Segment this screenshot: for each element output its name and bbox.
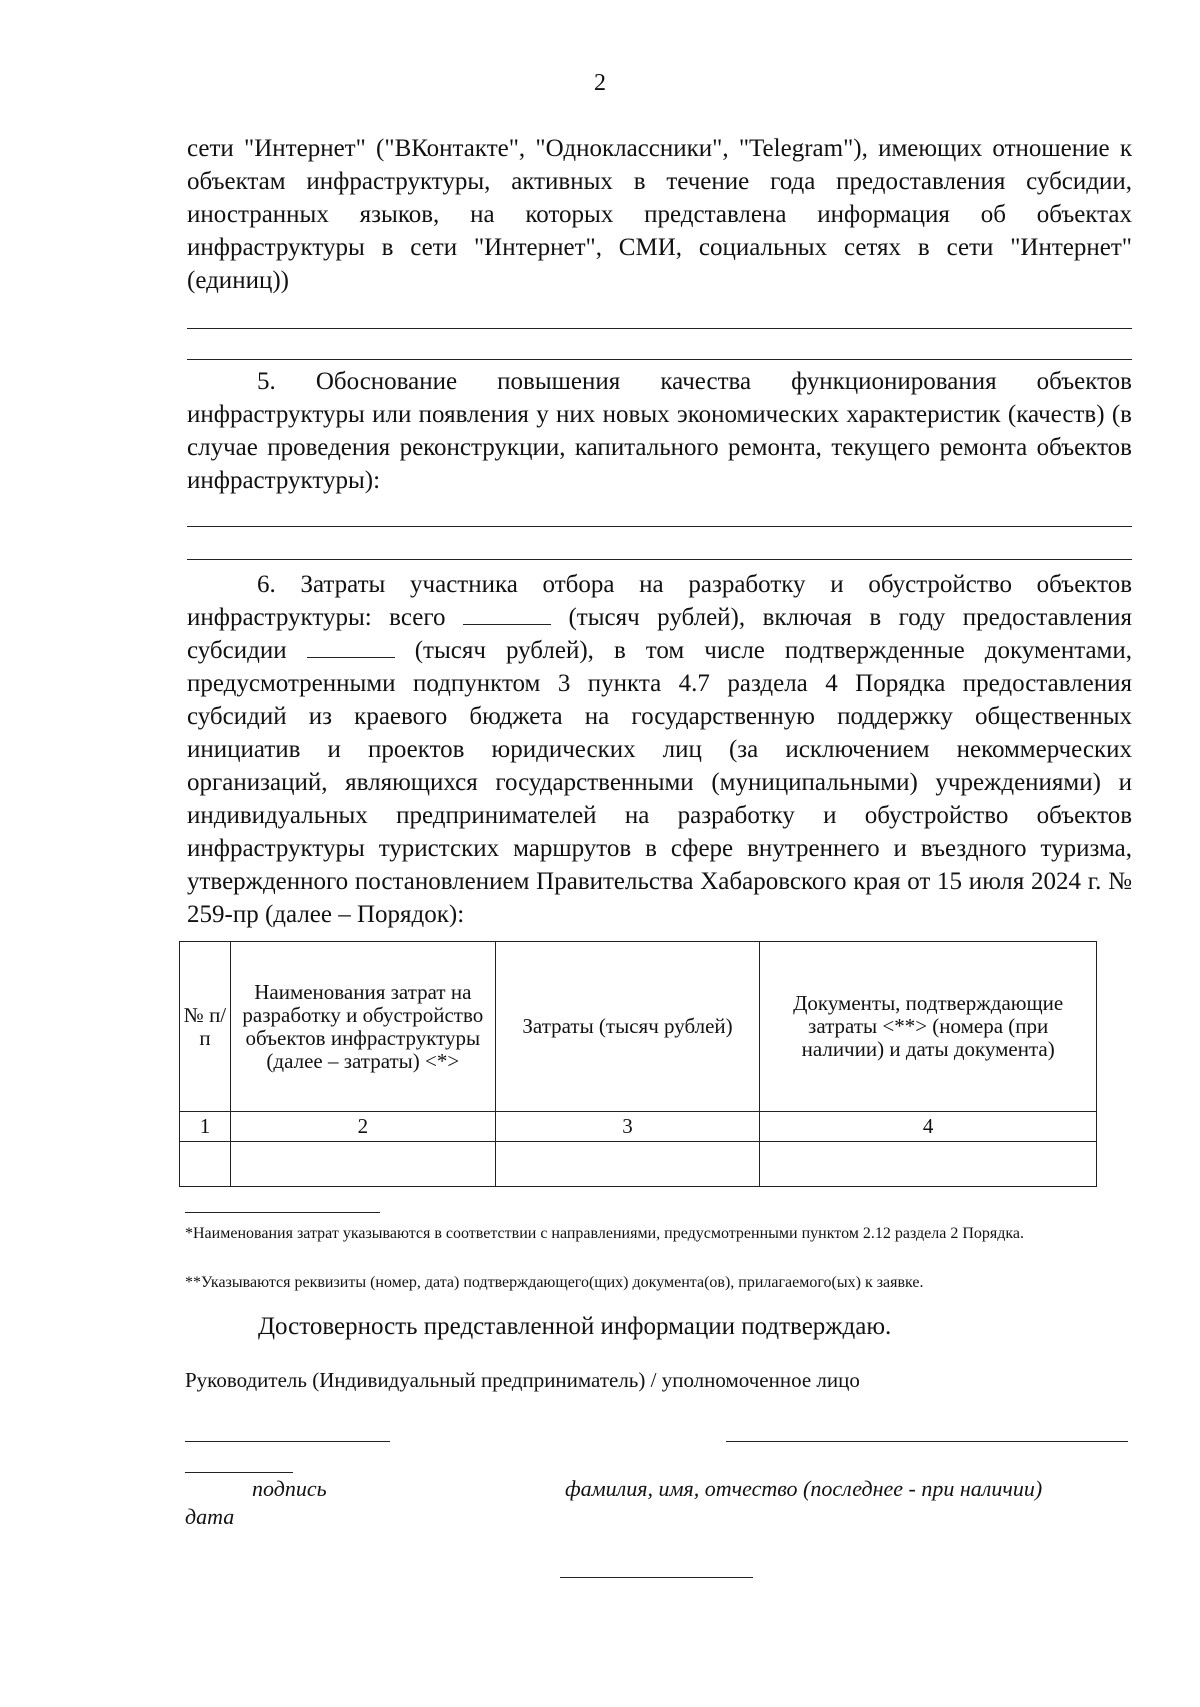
section-6-part-3: (тысяч рублей), в том числе подтвержденные документами, предусмотренными подпунктом 3 пункта 4.7 раздела 4 Порядка предоставления субсидий из краевого бюджета на государственную поддержку общественных инициатив и проектов юридических лиц (за исключением некоммерческих организаций, являющихся государственными (муниципальными) учреждениями) и индивидуальных предпринимателей на разработку и обустройство объектов инфраструктуры туристских маршрутов в сфере внутреннего и въездного туризма, утвержденного постановлением Правительства Хабаровского края от 15 июля 2024 г. № 259-пр (далее – Порядок): [187, 637, 1133, 928]
table-row [180, 1142, 1097, 1187]
signature-line [185, 1441, 390, 1442]
date-line [185, 1472, 293, 1473]
table-numbering-row [180, 1112, 1097, 1142]
footnote-separator [185, 1212, 380, 1213]
date-caption: дата [185, 1504, 235, 1529]
section-6-part-2: (тысяч рублей), включая в году предоставления субсидии [187, 604, 1133, 664]
empty-cell [760, 1142, 1097, 1187]
numbering-cell-2: 2 [230, 1112, 495, 1142]
header-documents: Документы, подтверждающие затраты <**> (номера (при наличии) и даты документа) [760, 942, 1097, 1112]
footnote-2: **Указываются реквизиты (номер, дата) подтверждающего(щих) документа(ов), прилагаемого(ых) к заявке. [185, 1274, 924, 1291]
header-number: № п/п [180, 942, 231, 1112]
answer-line-3 [187, 526, 1132, 527]
section-6-part-1: 6. Затраты участника отбора на разработку и обустройство объектов инфраструктуры: всего [187, 571, 1132, 631]
header-costs: Затраты (тысяч рублей) [495, 942, 760, 1112]
page-number: 2 [594, 70, 606, 96]
intro-paragraph: сети "Интернет" ("ВКонтакте", "Одноклассники", "Telegram"), имеющих отношение к объектам инфраструктуры, активных в течение года предоставления субсидии, иностранных языков, на которых представлена информация об объектах инфраструктуры в сети "Интернет", СМИ, социальных сетях в сети "Интернет" (единиц)) [187, 135, 1132, 294]
empty-cell [180, 1142, 231, 1187]
numbering-cell-4: 4 [760, 1112, 1097, 1142]
signer-title: Руководитель (Индивидуальный предприниматель) / уполномоченное лицо [185, 1368, 860, 1392]
section-5-paragraph: 5. Обоснование повышения качества функционирования объектов инфраструктуры или появления у них новых экономических характеристик (качеств) (в случае проведения реконструкции, капитального ремонта, текущего ремонта объектов инфраструктуры): [187, 368, 1132, 494]
full-name-line [726, 1441, 1128, 1442]
signature-caption: подпись [252, 1476, 327, 1501]
empty-cell [495, 1142, 760, 1187]
empty-cell [230, 1142, 495, 1187]
section-6-paragraph [187, 568, 1132, 931]
numbering-cell-1: 1 [180, 1112, 231, 1142]
answer-line-1 [187, 328, 1132, 329]
confirmation-statement: Достоверность представленной информации подтверждаю. [258, 1313, 892, 1340]
header-cost-names: Наименования затрат на разработку и обустройство объектов инфраструктуры (далее – затраты) <*> [230, 942, 495, 1112]
full-name-caption: фамилия, имя, отчество (последнее - при наличии) [565, 1476, 1043, 1501]
answer-line-4 [187, 559, 1132, 560]
costs-table [179, 941, 1097, 1187]
table-header-row [180, 942, 1097, 1112]
answer-line-2 [187, 359, 1132, 360]
year-costs-blank [307, 637, 395, 658]
footnote-1: *Наименования затрат указываются в соответствии с направлениями, предусмотренными пунктом 2.12 раздела 2 Порядка. [185, 1225, 1025, 1242]
numbering-cell-3: 3 [495, 1112, 760, 1142]
bottom-line [560, 1577, 753, 1578]
total-costs-blank [463, 604, 551, 625]
